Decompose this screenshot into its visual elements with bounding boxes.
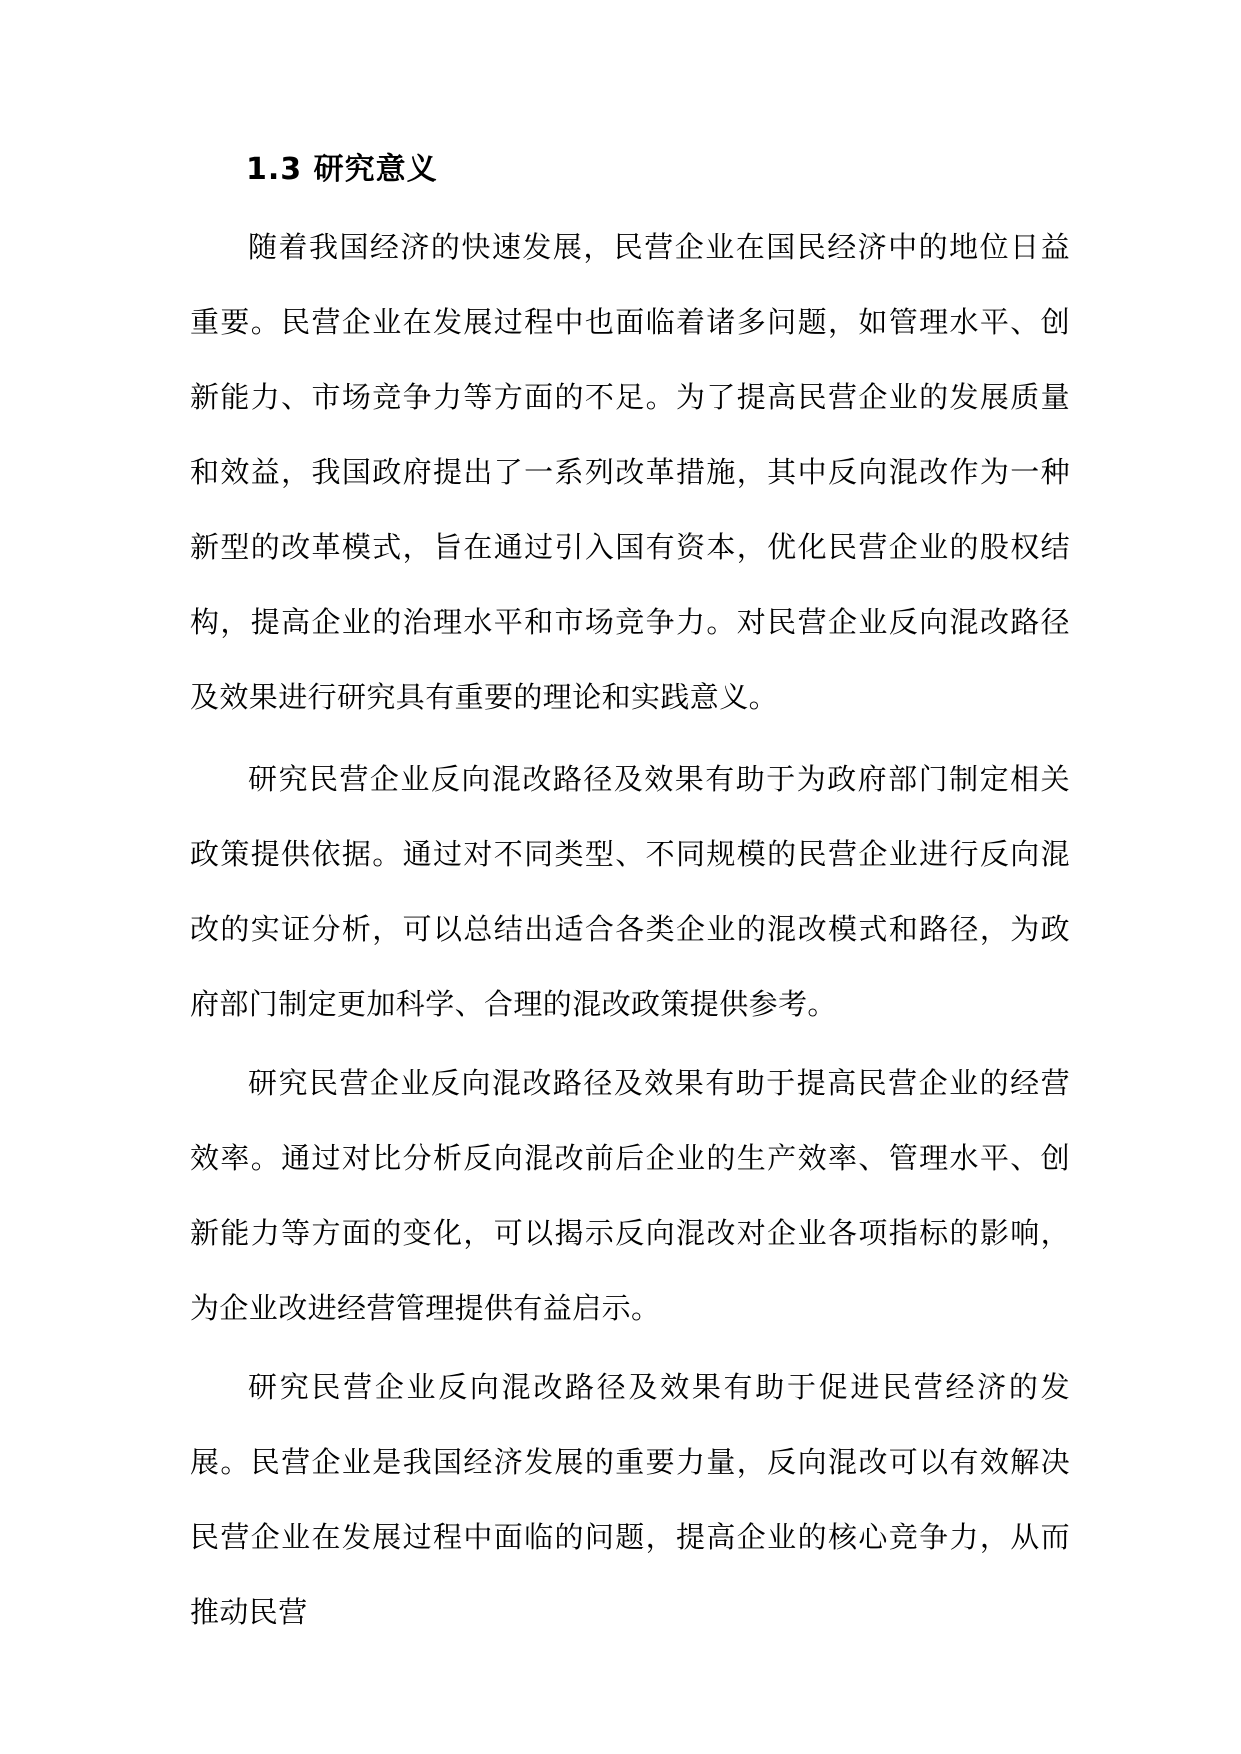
section-number: 1.3 xyxy=(246,152,303,187)
body-paragraph: 研究民营企业反向混改路径及效果有助于促进民营经济的发展。民营企业是我国经济发展的重要力量，反向混改可以有效解决民营企业在发展过程中面临的问题，提高企业的核心竞争力，从而推动民营 xyxy=(190,1370,1070,1629)
body-paragraph: 研究民营企业反向混改路径及效果有助于提高民营企业的经营效率。通过对比分析反向混改前后企业的生产效率、管理水平、创新能力等方面的变化，可以揭示反向混改对企业各项指标的影响，为企业改进经营管理提供有益启示。 xyxy=(190,1066,1070,1325)
section-heading xyxy=(246,150,438,190)
section-title: 研究意义 xyxy=(313,152,438,187)
body-paragraph: 随着我国经济的快速发展，民营企业在国民经济中的地位日益重要。民营企业在发展过程中也面临着诸多问题，如管理水平、创新能力、市场竞争力等方面的不足。为了提高民营企业的发展质量和效益，我国政府提出了一系列改革措施，其中反向混改作为一种新型的改革模式，旨在通过引入国有资本，优化民营企业的股权结构，提高企业的治理水平和市场竞争力。对民营企业反向混改路径及效果进行研究具有重要的理论和实践意义。 xyxy=(190,230,1070,714)
body-paragraph: 研究民营企业反向混改路径及效果有助于为政府部门制定相关政策提供依据。通过对不同类型、不同规模的民营企业进行反向混改的实证分析，可以总结出适合各类企业的混改模式和路径，为政府部门制定更加科学、合理的混改政策提供参考。 xyxy=(190,762,1070,1021)
